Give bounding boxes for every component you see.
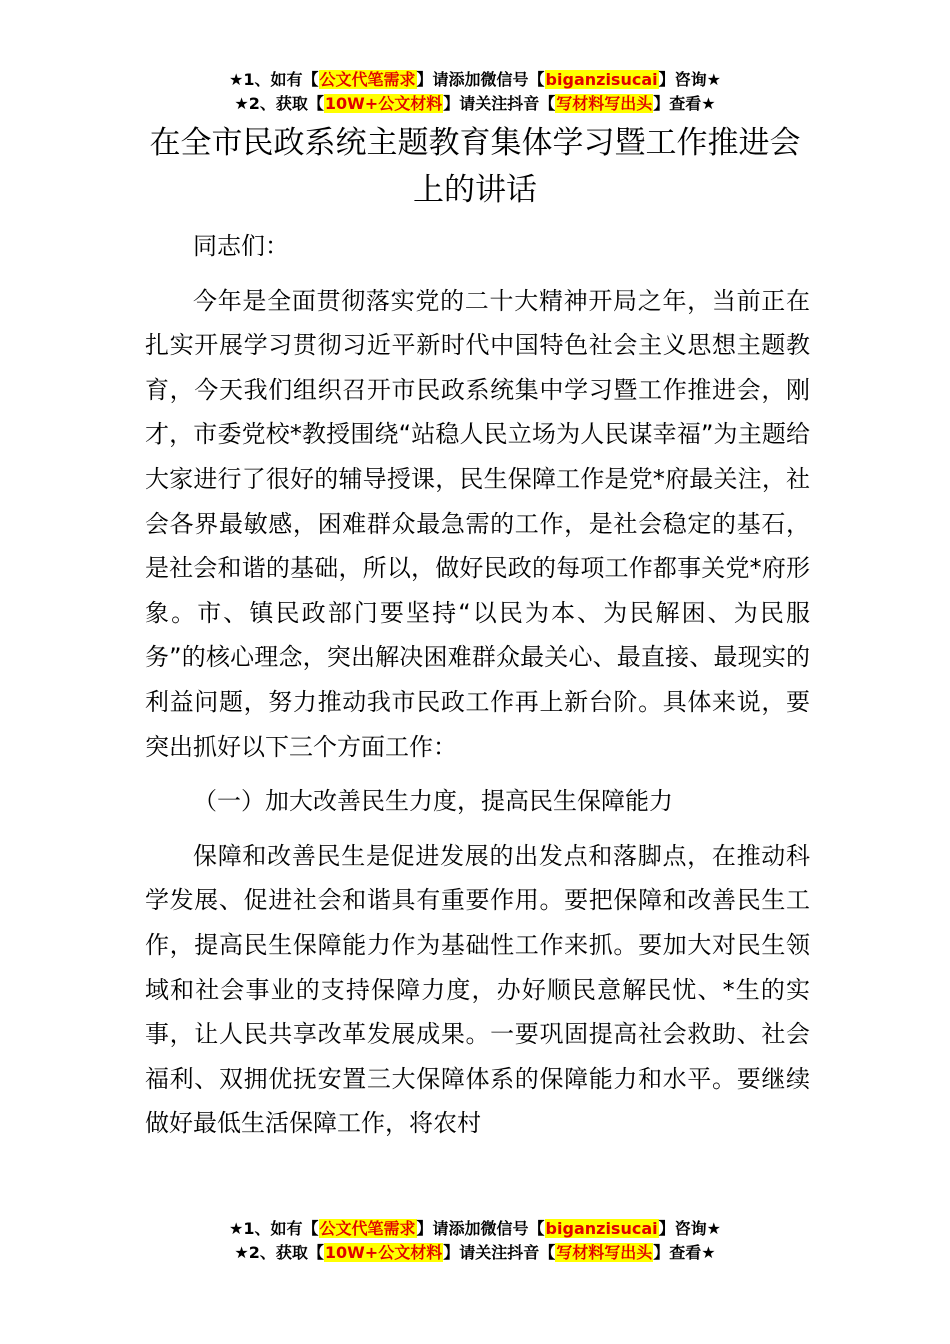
- wechat-id: biganzisucai: [545, 70, 658, 89]
- banner-text: 】咨询★: [658, 70, 721, 89]
- highlight-text: 公文代笔需求: [319, 70, 416, 89]
- paragraph: 保障和改善民生是促进发展的出发点和落脚点，在推动科学发展、促进社会和谐具有重要作用。要把保障和改善民生工作，提高民生保障能力作为基础性工作来抓。要加大对民生领域和社会事业的支持保障力度，办好顺民意解民忧、*生的实事，让人民共享改革发展成果。一要巩固提高社会救助、社会福利、双拥优抚安置三大保障体系的保障能力和水平。要继续做好最低生活保障工作，将农村: [145, 841, 810, 1138]
- banner-text: 1、如有【: [243, 70, 319, 89]
- banner-text: 2、获取【: [248, 94, 324, 113]
- banner-text: 2、获取【: [248, 1243, 324, 1262]
- banner-line-2: [0, 1241, 950, 1265]
- highlight-text: 公文代笔需求: [319, 1219, 416, 1238]
- banner-text: 】查看★: [653, 1243, 716, 1262]
- highlight-text: 10W+公文材料: [324, 94, 443, 113]
- banner-text: 】请添加微信号【: [416, 1219, 545, 1238]
- banner-text: 】请关注抖音【: [443, 94, 556, 113]
- star-icon: ★: [229, 70, 244, 89]
- douyin-account: 写材料写出头: [556, 94, 653, 113]
- header-banner: [0, 68, 950, 116]
- banner-text: 】请添加微信号【: [416, 70, 545, 89]
- document-title: 在全市民政系统主题教育集体学习暨工作推进会上的讲话: [149, 125, 801, 208]
- banner-text: 】查看★: [653, 94, 716, 113]
- banner-line-2: [0, 92, 950, 116]
- star-icon: ★: [229, 1219, 244, 1238]
- footer-banner: [0, 1217, 950, 1265]
- paragraph: 今年是全面贯彻落实党的二十大精神开局之年，当前正在扎实开展学习贯彻习近平新时代中国特色社会主义思想主题教育，今天我们组织召开市民政系统集中学习暨工作推进会，刚才，市委党校*教授围绕“站稳人民立场为人民谋幸福”为主题给大家进行了很好的辅导授课，民生保障工作是党*府最关注，社会各界最敏感，困难群众最急需的工作，是社会稳定的基石，是社会和谐的基础，所以，做好民政的每项工作都事关党*府形象。市、镇民政部门要坚持“以民为本、为民解困、为民服务”的核心理念，突出解决困难群众最关心、最直接、最现实的利益问题，努力推动我市民政工作再上新台阶。具体来说，要突出抓好以下三个方面工作：: [145, 286, 810, 761]
- section-heading: （一）加大改善民生力度，提高民生保障能力: [193, 787, 673, 816]
- banner-text: 1、如有【: [243, 1219, 319, 1238]
- banner-line-1: [0, 1217, 950, 1241]
- star-icon: ★: [234, 94, 249, 113]
- banner-text: 】请关注抖音【: [443, 1243, 556, 1262]
- douyin-account: 写材料写出头: [556, 1243, 653, 1262]
- star-icon: ★: [234, 1243, 249, 1262]
- wechat-id: biganzisucai: [545, 1219, 658, 1238]
- salutation: 同志们：: [193, 232, 289, 260]
- document-body: [145, 224, 810, 1146]
- highlight-text: 10W+公文材料: [324, 1243, 443, 1262]
- banner-line-1: [0, 68, 950, 92]
- banner-text: 】咨询★: [658, 1219, 721, 1238]
